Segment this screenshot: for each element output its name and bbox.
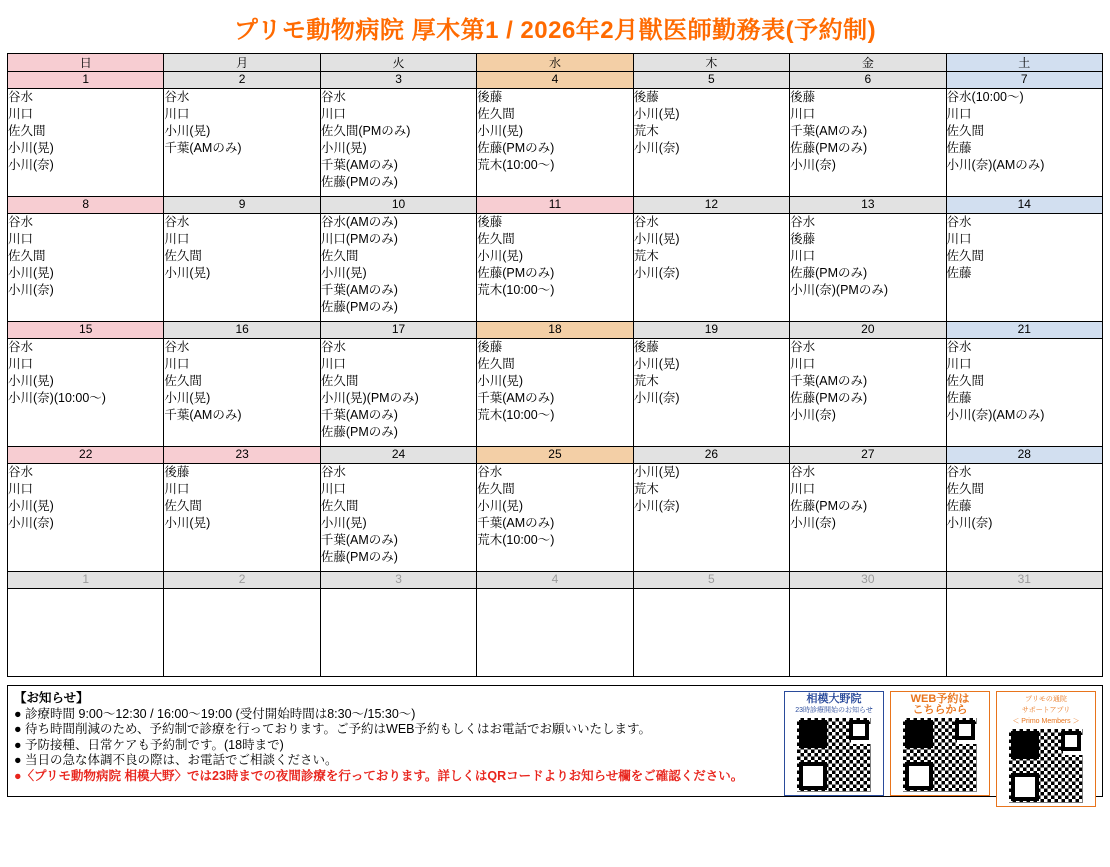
qr-subtitle2-primo-members: ＜ Primo Members ＞ [1012,718,1080,725]
qr-title-sagamiono: 相模大野院 [806,693,862,705]
staff-name: 川口 [790,107,816,121]
staff-name: 川口 [320,482,346,496]
staff-name: 佐久間 [946,374,985,388]
day-staff-row [8,464,1103,572]
weekday-header-thu: 木 [633,54,789,72]
day-staff-cell [633,89,789,197]
day-number-cell: 14 [946,197,1102,214]
day-staff-cell [164,589,320,677]
staff-name: 谷水 [633,215,659,229]
day-staff-row [8,214,1103,322]
staff-name: 佐藤(PMのみ) [790,266,868,280]
staff-name: 小川(奈) [633,266,680,280]
staff-name: 後藤 [477,340,503,354]
qr-subtitle-primo-members: サポートアプリ [1021,707,1071,714]
staff-name: 小川(奈)(AMのみ) [946,408,1045,422]
staff-name: 佐久間 [164,499,202,513]
day-staff-cell [8,89,164,197]
day-number-cell: 28 [946,447,1102,464]
staff-name: 佐久間 [164,374,202,388]
staff-name: 谷水 [8,215,34,229]
day-number-cell: 9 [164,197,320,214]
day-staff-row [8,589,1103,677]
day-staff-cell [320,89,476,197]
staff-name: 小川(奈)(AMのみ) [946,158,1045,172]
weekday-header-tue: 火 [320,54,476,72]
day-staff-cell [8,589,164,677]
staff-name: 谷水 [946,215,972,229]
day-staff-cell [164,464,320,572]
staff-name: 谷水 [477,465,503,479]
qr-code-area [784,686,1102,796]
day-number-cell: 10 [320,197,476,214]
staff-name: 佐藤(PMのみ) [790,391,868,405]
day-number-row [8,447,1103,464]
day-number-cell: 3 [320,72,476,89]
staff-name: 谷水(10:00〜) [946,90,1024,104]
staff-name: 川口 [946,107,972,121]
notice-line-2: ● 待ち時間削減のため、予約制で診療を行っております。ご予約はWEB予約もしくはお電話でお願いいたします。 [14,722,651,736]
staff-name: 川口 [8,357,34,371]
staff-name: 佐久間 [164,249,202,263]
day-staff-row [8,339,1103,447]
day-staff-cell [946,214,1102,322]
staff-name: 後藤 [477,90,503,104]
staff-name: 千葉(AMのみ) [320,533,398,547]
day-number-cell: 15 [8,322,164,339]
staff-name: 谷水 [790,340,816,354]
staff-name: 谷水 [320,340,346,354]
staff-name: 川口 [320,357,346,371]
day-number-cell: 6 [790,72,946,89]
staff-name: 佐藤(PMのみ) [477,141,555,155]
day-staff-cell [477,464,633,572]
qr-title-web-reservation: WEB予約は [910,693,970,705]
staff-name: 千葉(AMのみ) [790,374,868,388]
day-number-cell: 4 [477,572,633,589]
day-number-row [8,197,1103,214]
notice-heading: 【お知らせ】 [14,691,89,705]
notice-text [8,686,784,796]
day-staff-cell [320,464,476,572]
staff-name: 千葉(AMのみ) [320,408,398,422]
staff-name: 谷水 [164,215,190,229]
staff-name: 川口 [164,232,190,246]
weekday-header-sun: 日 [8,54,164,72]
day-staff-row [8,89,1103,197]
staff-name: 千葉(AMのみ) [164,408,242,422]
day-staff-cell [8,214,164,322]
day-number-cell: 5 [633,572,789,589]
day-staff-cell [633,214,789,322]
staff-name: 佐久間 [320,499,359,513]
staff-name: 谷水 [946,465,972,479]
day-number-cell: 1 [8,572,164,589]
staff-name: 佐久間(PMのみ) [320,124,411,138]
day-staff-cell [946,89,1102,197]
weekday-header-wed: 水 [477,54,633,72]
notice-line-red: ●〈プリモ動物病院 相模大野〉では23時までの夜間診療を行っております。詳しくはQRコードよりお知らせ欄をご確認ください。 [14,768,744,783]
staff-name: 小川(晃) [8,266,54,280]
day-staff-cell [477,214,633,322]
day-number-cell: 2 [164,572,320,589]
staff-name: 小川(奈) [790,516,836,530]
staff-name: 川口 [790,249,816,263]
staff-name: 佐久間 [946,482,985,496]
weekday-header-sat: 土 [946,54,1102,72]
day-staff-cell [946,589,1102,677]
day-staff-cell [946,339,1102,447]
staff-name: 小川(奈) [633,391,680,405]
day-number-cell: 4 [477,72,633,89]
day-staff-cell [477,589,633,677]
weekday-header-fri: 金 [790,54,946,72]
staff-name: 谷水 [8,465,34,479]
staff-name: 小川(晃) [320,266,367,280]
qr-subtitle-web-reservation: こちらから [912,704,968,716]
staff-name: 小川(奈)(PMのみ) [790,283,889,297]
qr-image-primo-members[interactable] [1009,729,1083,803]
staff-name: 佐藤 [946,391,972,405]
day-staff-cell [320,589,476,677]
staff-name: 荒木(10:00〜) [477,158,555,172]
staff-name: 佐藤(PMのみ) [790,141,868,155]
day-number-row [8,572,1103,589]
staff-name: 千葉(AMのみ) [164,141,242,155]
staff-name: 小川(晃) [633,107,680,121]
staff-name: 小川(奈) [633,141,680,155]
staff-name: 佐藤(PMのみ) [320,175,398,189]
staff-name: 佐藤 [946,266,972,280]
staff-name: 後藤 [633,340,659,354]
staff-name: 小川(晃) [164,391,211,405]
staff-name: 佐久間 [8,124,46,138]
day-number-cell: 2 [164,72,320,89]
staff-name: 佐藤(PMのみ) [790,499,868,513]
staff-name: 川口 [320,107,346,121]
day-number-cell: 24 [320,447,476,464]
day-number-cell: 17 [320,322,476,339]
staff-name: 千葉(AMのみ) [320,158,398,172]
day-number-cell: 27 [790,447,946,464]
day-number-cell: 19 [633,322,789,339]
staff-name: 小川(奈) [790,158,836,172]
staff-name: 小川(晃) [8,499,54,513]
staff-name: 荒木 [633,482,659,496]
qr-caption-primo-members [1012,694,1079,727]
day-staff-cell [164,339,320,447]
day-staff-cell [790,214,946,322]
staff-name: 小川(奈)(10:00〜) [8,391,106,405]
staff-name: 川口 [790,357,816,371]
staff-name: 小川(晃) [8,374,54,388]
day-number-cell: 30 [790,572,946,589]
notice-line-4: ● 当日の急な体調不良の際は、お電話でご相談ください。 [14,753,338,767]
day-number-cell: 3 [320,572,476,589]
staff-name: 小川(晃) [633,357,680,371]
staff-name: 小川(奈) [633,499,680,513]
day-number-cell: 31 [946,572,1102,589]
staff-name: 川口 [946,357,972,371]
day-number-cell: 13 [790,197,946,214]
notice-panel [7,685,1103,797]
staff-name: 谷水 [164,90,190,104]
staff-name: 小川(晃) [477,374,524,388]
staff-name: 谷水 [320,90,346,104]
staff-name: 小川(晃) [477,124,524,138]
page-title: プリモ動物病院 厚木第1 / 2026年2月獣医師勤務表(予約制) [233,17,877,44]
staff-name: 小川(晃)(PMのみ) [320,391,419,405]
qr-image-sagamiono[interactable] [797,718,871,792]
qr-card-primo-members[interactable] [996,691,1096,807]
staff-name: 千葉(AMのみ) [477,516,555,530]
day-staff-cell [790,589,946,677]
staff-name: 小川(晃) [164,516,211,530]
staff-name: 谷水 [790,465,816,479]
staff-name: 川口 [164,482,190,496]
staff-name: 佐藤(PMのみ) [320,550,398,564]
staff-name: 谷水 [164,340,190,354]
staff-name: 谷水 [8,340,34,354]
staff-name: 荒木 [633,249,659,263]
day-number-cell: 1 [8,72,164,89]
staff-name: 佐藤(PMのみ) [477,266,555,280]
staff-name: 川口(PMのみ) [320,232,398,246]
schedule-calendar [7,53,1103,677]
day-staff-cell [477,89,633,197]
staff-name: 佐久間 [946,249,985,263]
staff-name: 千葉(AMのみ) [790,124,868,138]
staff-name: 佐久間 [477,232,515,246]
day-number-cell: 16 [164,322,320,339]
day-number-cell: 25 [477,447,633,464]
day-staff-cell [790,89,946,197]
day-staff-cell [790,464,946,572]
day-staff-cell [946,464,1102,572]
qr-image-web-reservation[interactable] [903,718,977,792]
day-staff-cell [320,214,476,322]
staff-name: 小川(奈) [8,516,54,530]
qr-card-sagamiono[interactable] [784,691,884,796]
staff-name: 佐久間 [946,124,985,138]
staff-name: 小川(晃) [477,499,524,513]
staff-name: 荒木 [633,374,659,388]
staff-name: 佐藤 [946,141,972,155]
staff-name: 荒木(10:00〜) [477,533,555,547]
staff-name: 佐藤(PMのみ) [320,425,398,439]
staff-name: 川口 [164,107,190,121]
qr-caption-web-reservation [911,694,970,716]
staff-name: 佐藤 [946,499,972,513]
staff-name: 荒木(10:00〜) [477,283,555,297]
day-number-cell: 26 [633,447,789,464]
staff-name: 佐久間 [477,357,515,371]
staff-name: 谷水 [320,465,346,479]
staff-name: 佐久間 [320,374,359,388]
day-staff-cell [633,339,789,447]
staff-name: 佐久間 [477,482,515,496]
day-number-cell: 12 [633,197,789,214]
staff-name: 千葉(AMのみ) [477,391,555,405]
staff-name: 川口 [164,357,190,371]
staff-name: 川口 [8,107,34,121]
staff-name: 後藤 [790,232,816,246]
day-number-row [8,322,1103,339]
staff-name: 小川(晃) [633,232,680,246]
staff-name: 小川(晃) [633,465,680,479]
staff-name: 後藤 [477,215,503,229]
day-staff-cell [320,339,476,447]
staff-name: 小川(晃) [320,141,367,155]
staff-name: 小川(奈) [790,408,836,422]
notice-line-3: ● 予防接種、日常ケアも予約制です。(18時まで) [14,737,284,752]
weekday-header-row [8,54,1103,72]
staff-name: 佐久間 [320,249,359,263]
day-number-cell: 18 [477,322,633,339]
day-number-cell: 20 [790,322,946,339]
day-number-cell: 23 [164,447,320,464]
staff-name: 後藤 [633,90,659,104]
staff-name: 小川(晃) [477,249,524,263]
day-number-cell: 22 [8,447,164,464]
qr-caption-sagamiono [795,694,873,716]
day-staff-cell [477,339,633,447]
day-number-row [8,72,1103,89]
day-number-cell: 8 [8,197,164,214]
day-number-cell: 5 [633,72,789,89]
qr-subtitle-sagamiono: 23時診療開始のお知らせ [795,707,873,714]
staff-name: 小川(晃) [8,141,54,155]
day-number-cell: 7 [946,72,1102,89]
day-staff-cell [8,339,164,447]
staff-name: 谷水 [8,90,34,104]
staff-name: 佐久間 [8,249,46,263]
staff-name: 谷水(AMのみ) [320,215,398,229]
day-staff-cell [633,589,789,677]
day-number-cell: 11 [477,197,633,214]
weekday-header-mon: 月 [164,54,320,72]
staff-name: 荒木(10:00〜) [477,408,555,422]
staff-name: 谷水 [946,340,972,354]
day-staff-cell [164,214,320,322]
day-number-cell: 21 [946,322,1102,339]
staff-name: 後藤 [790,90,816,104]
day-staff-cell [164,89,320,197]
staff-name: 小川(奈) [8,158,54,172]
staff-name: 川口 [946,232,972,246]
staff-name: 小川(晃) [320,516,367,530]
staff-name: 川口 [8,232,34,246]
day-staff-cell [633,464,789,572]
staff-name: 川口 [790,482,816,496]
staff-name: 谷水 [790,215,816,229]
staff-name: 川口 [8,482,34,496]
notice-line-1: ● 診療時間 9:00〜12:30 / 16:00〜19:00 (受付開始時間は8:30〜/15:30〜) [14,706,416,721]
qr-card-web-reservation[interactable] [890,691,990,796]
day-staff-cell [8,464,164,572]
staff-name: 千葉(AMのみ) [320,283,398,297]
staff-name: 佐久間 [477,107,515,121]
staff-name: 後藤 [164,465,190,479]
staff-name: 小川(晃) [164,124,211,138]
staff-name: 小川(晃) [164,266,211,280]
staff-name: 小川(奈) [8,283,54,297]
staff-name: 荒木 [633,124,659,138]
staff-name: 佐藤(PMのみ) [320,300,398,314]
qr-title-primo-members: プリモの通院 [1025,696,1067,703]
day-staff-cell [790,339,946,447]
staff-name: 小川(奈) [946,516,993,530]
